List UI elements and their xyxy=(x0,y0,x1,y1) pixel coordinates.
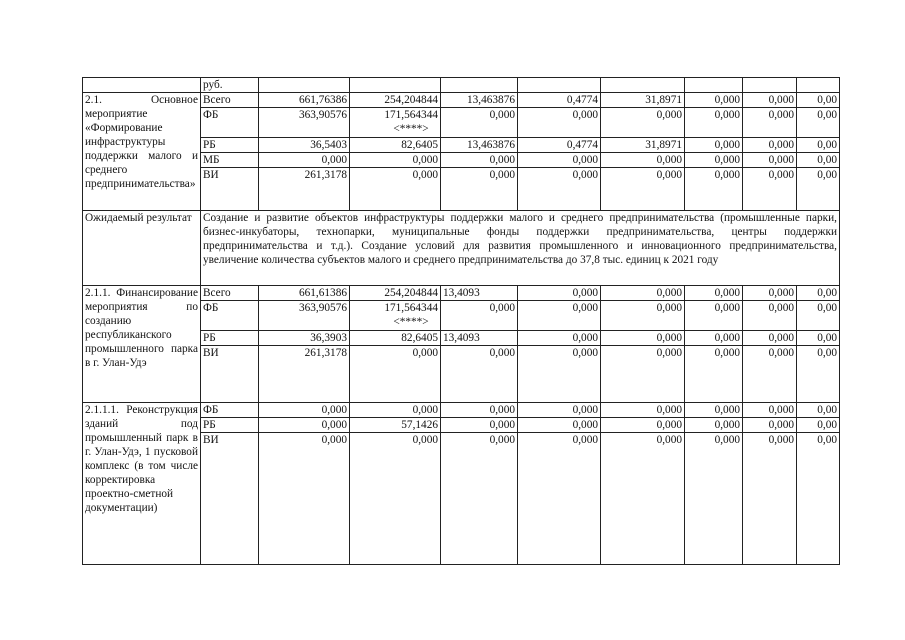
footnote-mark: <****> xyxy=(393,123,429,135)
source-cell: ВИ xyxy=(201,168,259,211)
value-cell: 0,000 xyxy=(685,433,743,565)
value-cell: 0,000 xyxy=(685,418,743,433)
value-cell: 0,4774 xyxy=(518,93,601,108)
value-cell: 0,000 xyxy=(685,403,743,418)
value: 171,564344 xyxy=(384,109,438,121)
value-cell: 0,00 xyxy=(797,286,840,301)
value-cell: 0,00 xyxy=(797,346,840,403)
value-cell: 0,00 xyxy=(797,108,840,138)
value-cell: 0,00 xyxy=(797,418,840,433)
value-cell: 0,000 xyxy=(685,168,743,211)
value-cell: 0,000 xyxy=(743,433,797,565)
value-cell: 0,000 xyxy=(518,168,601,211)
value-cell: 0,000 xyxy=(685,153,743,168)
source-cell: ВИ xyxy=(201,433,259,565)
source-cell: ФБ xyxy=(201,403,259,418)
value-cell: 0,000 xyxy=(441,301,518,331)
value-cell: 0,000 xyxy=(350,153,441,168)
value-cell: 0,000 xyxy=(518,346,601,403)
source-cell: ФБ xyxy=(201,108,259,138)
value-cell: 13,463876 xyxy=(441,93,518,108)
value-cell: 0,000 xyxy=(601,403,685,418)
value-cell: 0,000 xyxy=(743,168,797,211)
footnote-mark: <****> xyxy=(393,316,429,328)
measure-name: 2.1. Основное мероприятие «Формирование инфраструктуры поддержки малого и среднего предпринимательства» xyxy=(83,93,201,211)
value-cell: 0,000 xyxy=(743,153,797,168)
value-cell: 254,204844 xyxy=(350,286,441,301)
value-cell: 31,8971 xyxy=(601,93,685,108)
value: 171,564344 xyxy=(384,302,438,314)
expected-result-text: Создание и развитие объектов инфраструктуры поддержки малого и среднего предпринимательства (промышленные парки, бизнес-инкубаторы, технопарки, муниципальные фонды поддержки предпринимательства, центры поддержки предпринимательства и т.д.). Создание условий для развития промышленного и инновационного предпринимательства, увеличение количества субъектов малого и среднего предпринимательства до 37,8 тыс. единиц к 2021 году xyxy=(201,211,840,286)
value-cell: 661,76386 xyxy=(259,93,350,108)
source-cell: Всего xyxy=(201,93,259,108)
value-cell: 0,00 xyxy=(797,433,840,565)
value-cell: 31,8971 xyxy=(601,138,685,153)
value-cell: 0,000 xyxy=(441,168,518,211)
value-cell: 0,00 xyxy=(797,138,840,153)
value-cell: 0,000 xyxy=(259,153,350,168)
value-cell: 0,000 xyxy=(601,331,685,346)
value-cell: 0,00 xyxy=(797,301,840,331)
value-cell: 0,000 xyxy=(601,108,685,138)
unit-cell: руб. xyxy=(201,78,259,93)
value-cell: 0,000 xyxy=(685,286,743,301)
value-cell: 0,000 xyxy=(685,93,743,108)
value-cell: 0,000 xyxy=(743,403,797,418)
value-cell: 82,6405 xyxy=(350,138,441,153)
value-cell: 0,000 xyxy=(350,346,441,403)
value-cell: 0,000 xyxy=(518,153,601,168)
value-cell: 0,000 xyxy=(685,301,743,331)
source-cell: МБ xyxy=(201,153,259,168)
value-cell: 0,000 xyxy=(743,301,797,331)
source-cell: РБ xyxy=(201,138,259,153)
value-cell: 0,000 xyxy=(743,346,797,403)
value-cell: 0,00 xyxy=(797,403,840,418)
value-cell: 0,000 xyxy=(350,433,441,565)
value-cell: 0,000 xyxy=(518,331,601,346)
table-row xyxy=(83,286,840,301)
value-cell: 13,4093 xyxy=(441,286,518,301)
source-cell: ВИ xyxy=(201,346,259,403)
value-cell: 13,463876 xyxy=(441,138,518,153)
budget-table xyxy=(82,77,840,565)
value-cell: 0,000 xyxy=(518,403,601,418)
value-cell: 0,000 xyxy=(441,418,518,433)
value-cell: 0,000 xyxy=(518,286,601,301)
source-cell: ФБ xyxy=(201,301,259,331)
value-cell: 0,000 xyxy=(518,108,601,138)
value-cell: 0,000 xyxy=(743,418,797,433)
table-row xyxy=(83,93,840,108)
value-cell: 0,000 xyxy=(601,433,685,565)
value-cell: 0,000 xyxy=(743,286,797,301)
value-cell: 363,90576 xyxy=(259,108,350,138)
value-cell: 0,000 xyxy=(601,168,685,211)
value-cell: 0,000 xyxy=(259,418,350,433)
table-body xyxy=(83,78,840,565)
value-cell: 0,000 xyxy=(601,153,685,168)
source-cell: Всего xyxy=(201,286,259,301)
value-cell: 0,000 xyxy=(441,403,518,418)
value-cell: 0,000 xyxy=(601,346,685,403)
value-cell: 0,00 xyxy=(797,153,840,168)
value-cell: 0,000 xyxy=(685,331,743,346)
value-cell: 0,000 xyxy=(601,286,685,301)
value-cell: 0,000 xyxy=(441,153,518,168)
value-cell: 0,000 xyxy=(441,346,518,403)
value-cell: 0,000 xyxy=(743,138,797,153)
value-cell: 363,90576 xyxy=(259,301,350,331)
empty-cell xyxy=(83,78,201,93)
value-cell: 261,3178 xyxy=(259,346,350,403)
value-cell: 0,4774 xyxy=(518,138,601,153)
value-cell: 0,000 xyxy=(601,418,685,433)
value-cell: 0,000 xyxy=(259,403,350,418)
value-cell-with-note xyxy=(350,301,441,331)
value-cell: 254,204844 xyxy=(350,93,441,108)
value-cell: 0,000 xyxy=(743,331,797,346)
value-cell: 0,00 xyxy=(797,331,840,346)
value-cell: 0,000 xyxy=(350,168,441,211)
measure-name: 2.1.1.1. Реконструкция зданий под промышленный парк в г. Улан-Удэ, 1 пусковой комплекс (в том числе корректировка проектно-сметной документации) xyxy=(83,403,201,565)
value-cell: 0,00 xyxy=(797,168,840,211)
value-cell: 261,3178 xyxy=(259,168,350,211)
value-cell: 82,6405 xyxy=(350,331,441,346)
value-cell: 0,00 xyxy=(797,93,840,108)
value-cell: 0,000 xyxy=(743,108,797,138)
value-cell: 0,000 xyxy=(441,433,518,565)
value-cell: 0,000 xyxy=(518,433,601,565)
value-cell: 0,000 xyxy=(259,433,350,565)
expected-result-label: Ожидаемый результат xyxy=(83,211,201,286)
value-cell-with-note xyxy=(350,108,441,138)
measure-name: 2.1.1. Финансирование мероприятия по созданию республиканского промышленного парка в г. Улан-Удэ xyxy=(83,286,201,403)
value-cell: 0,000 xyxy=(685,138,743,153)
value-cell: 0,000 xyxy=(518,418,601,433)
value-cell: 0,000 xyxy=(441,108,518,138)
value-cell: 36,3903 xyxy=(259,331,350,346)
source-cell: РБ xyxy=(201,418,259,433)
table-row xyxy=(83,403,840,418)
unit-row xyxy=(83,78,840,93)
value-cell: 0,000 xyxy=(743,93,797,108)
value-cell: 0,000 xyxy=(518,301,601,331)
value-cell: 0,000 xyxy=(350,403,441,418)
value-cell: 661,61386 xyxy=(259,286,350,301)
value-cell: 57,1426 xyxy=(350,418,441,433)
value-cell: 0,000 xyxy=(685,346,743,403)
value-cell: 36,5403 xyxy=(259,138,350,153)
value-cell: 13,4093 xyxy=(441,331,518,346)
value-cell: 0,000 xyxy=(685,108,743,138)
expected-result-row xyxy=(83,211,840,286)
value-cell: 0,000 xyxy=(601,301,685,331)
source-cell: РБ xyxy=(201,331,259,346)
